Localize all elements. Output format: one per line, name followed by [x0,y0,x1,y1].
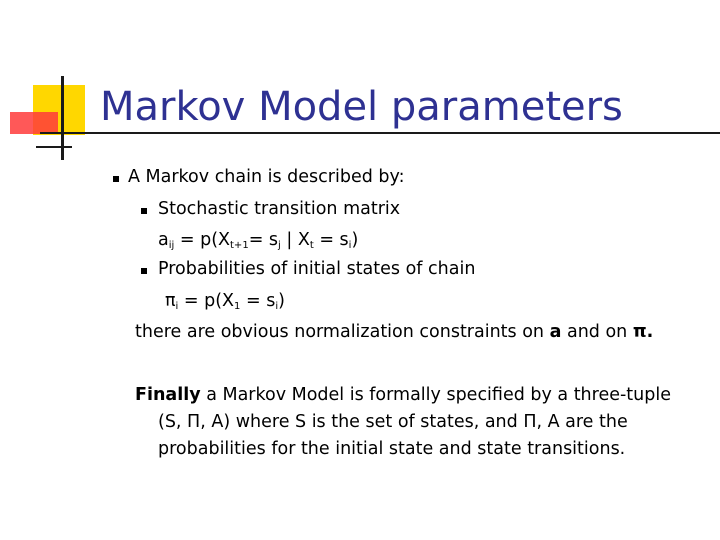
equation-initial: $\pi_i = p(X_1 = s_i)$ [165,291,285,312]
final-line-2: (S, Π, A) where S is the set of states, and Π, A are the [158,412,628,432]
title-underline [40,132,720,134]
normalization-note: there are obvious normalization constraints on a and on π. [135,322,654,342]
item-initial-probabilities: Probabilities of initial states of chain [158,259,476,279]
slide-title: Markov Model parameters [100,84,623,130]
final-line-1: Finally a Markov Model is formally specified by a three-tuple [135,385,671,405]
decorative-short-line [36,146,72,148]
decorative-red-bar [10,112,58,134]
final-line-3: probabilities for the initial state and state transitions. [158,439,626,459]
bullet-icon [141,268,147,274]
intro-text: A Markov chain is described by: [128,167,405,187]
item-transition-matrix: Stochastic transition matrix [158,199,401,219]
bullet-icon [113,176,119,182]
bullet-icon [141,208,147,214]
equation-transition: $a_{ij} = p(X_{t+1}= s_j$ | $X_t = s_i$) [158,230,359,251]
